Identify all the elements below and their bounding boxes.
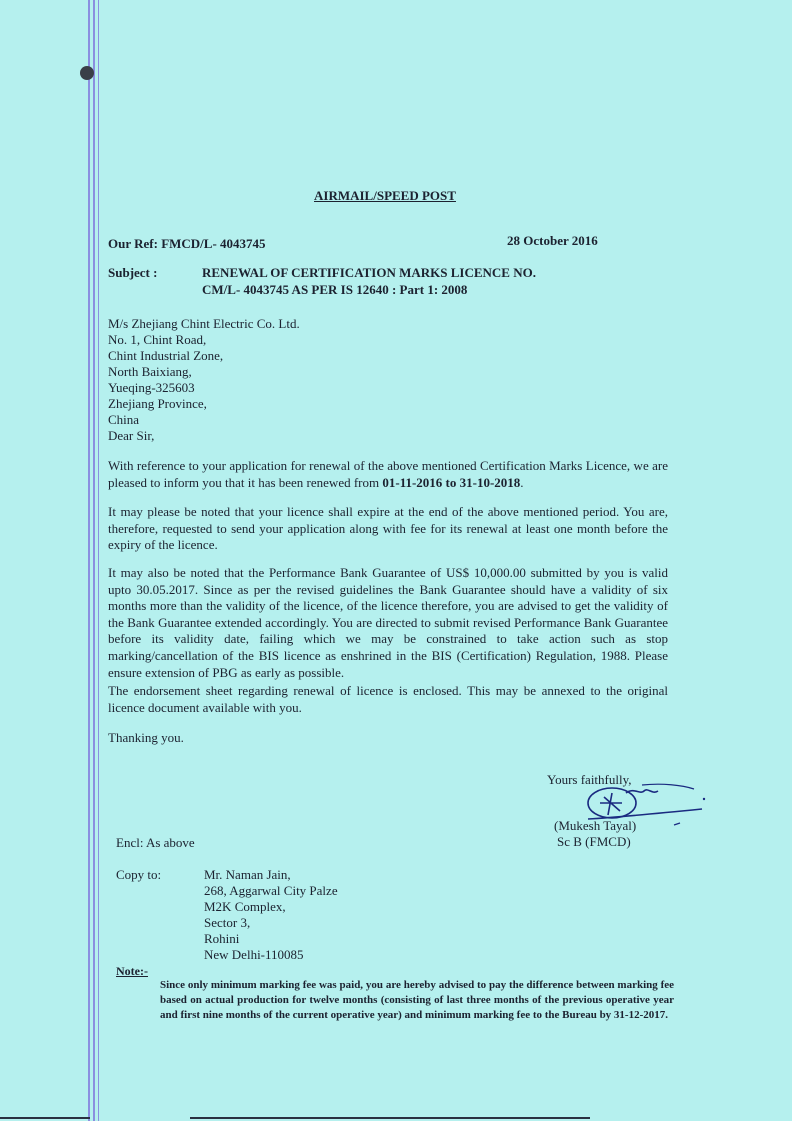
address-line: M/s Zhejiang Chint Electric Co. Ltd. (108, 316, 300, 331)
closing-phrase: Yours faithfully, (547, 772, 632, 787)
enclosure-note: Encl: As above (116, 835, 195, 850)
punch-hole (80, 66, 94, 80)
address-line: Chint Industrial Zone, (108, 348, 224, 363)
address-line: China (108, 412, 140, 427)
signatory-name: (Mukesh Tayal) (554, 818, 637, 833)
copy-to-line: New Delhi-110085 (204, 947, 304, 962)
subject-label: Subject : (108, 265, 158, 280)
body-paragraph-2: It may please be noted that your licence shall expire at the end of the above mentioned period. You are, therefore, requested to send your application along with fee for its renewal at least one month before the expiry of the licence. (108, 504, 668, 553)
note-text: Since only minimum marking fee was paid, you are hereby advised to pay the difference between marking fee based on actual production for twelve months (consisting of last three months of the previous operative year and first nine months of the current operative year) and minimum marking fee to the Bureau by 31-12-2017. (160, 979, 674, 1021)
subject-line-1: RENEWAL OF CERTIFICATION MARKS LICENCE NO. (202, 265, 536, 280)
subject-line-2: CM/L- 4043745 AS PER IS 12640 : Part 1: 2008 (202, 282, 468, 297)
margin-line (88, 0, 90, 1121)
bottom-rule (190, 1117, 590, 1119)
note-label: Note:- (116, 964, 148, 978)
margin-line (93, 0, 95, 1121)
address-line: North Baixiang, (108, 364, 192, 379)
reference-number: Our Ref: FMCD/L- 4043745 (108, 236, 266, 251)
mail-type-heading: AIRMAIL/SPEED POST (314, 188, 456, 203)
address-line: Yueqing-325603 (108, 380, 195, 395)
copy-to-line: Rohini (204, 931, 240, 946)
renewal-period: 01-11-2016 to 31-10-2018 (382, 474, 521, 490)
bottom-rule (0, 1117, 90, 1119)
body-paragraph-3: It may also be noted that the Performance Bank Guarantee of US$ 10,000.00 submitted by you is valid upto 30.05.2017. Since as per the revised guidelines the Bank Guarantee should have a validity of six months more than the validity of the licence, of the licence therefore, you are advised to get the validity of the Bank Guarantee extended accordingly. You are directed to submit revised Performance Bank Guarantee before its validity date, failing which we may be constrained to take action such as stop marking/cancellation of the BIS licence as enshrined in the BIS (Certification) Regulation, 1988. Please ensure extension of PBG as early as possible. (108, 565, 668, 680)
address-line: No. 1, Chint Road, (108, 332, 207, 347)
address-line: Zhejiang Province, (108, 396, 207, 411)
copy-to-line: 268, Aggarwal City Palze (204, 883, 338, 898)
thanks-line: Thanking you. (108, 730, 184, 745)
salutation: Dear Sir, (108, 428, 155, 443)
copy-to-line: M2K Complex, (204, 899, 286, 914)
copy-to-label: Copy to: (116, 867, 162, 882)
margin-line (98, 0, 99, 1121)
letter-date: 28 October 2016 (507, 233, 598, 248)
body-paragraph-1: With reference to your application for renewal of the above mentioned Certification Marks Licence, we are pleased to inform you that it has been renewed from 01-11-2016 to 31-10-2018. (108, 458, 668, 490)
body-paragraph-4: The endorsement sheet regarding renewal of licence is enclosed. This may be annexed to the original licence document available with you. (108, 683, 668, 715)
signatory-designation: Sc B (FMCD) (557, 834, 631, 849)
copy-to-line: Mr. Naman Jain, (204, 867, 291, 882)
copy-to-line: Sector 3, (204, 915, 251, 930)
